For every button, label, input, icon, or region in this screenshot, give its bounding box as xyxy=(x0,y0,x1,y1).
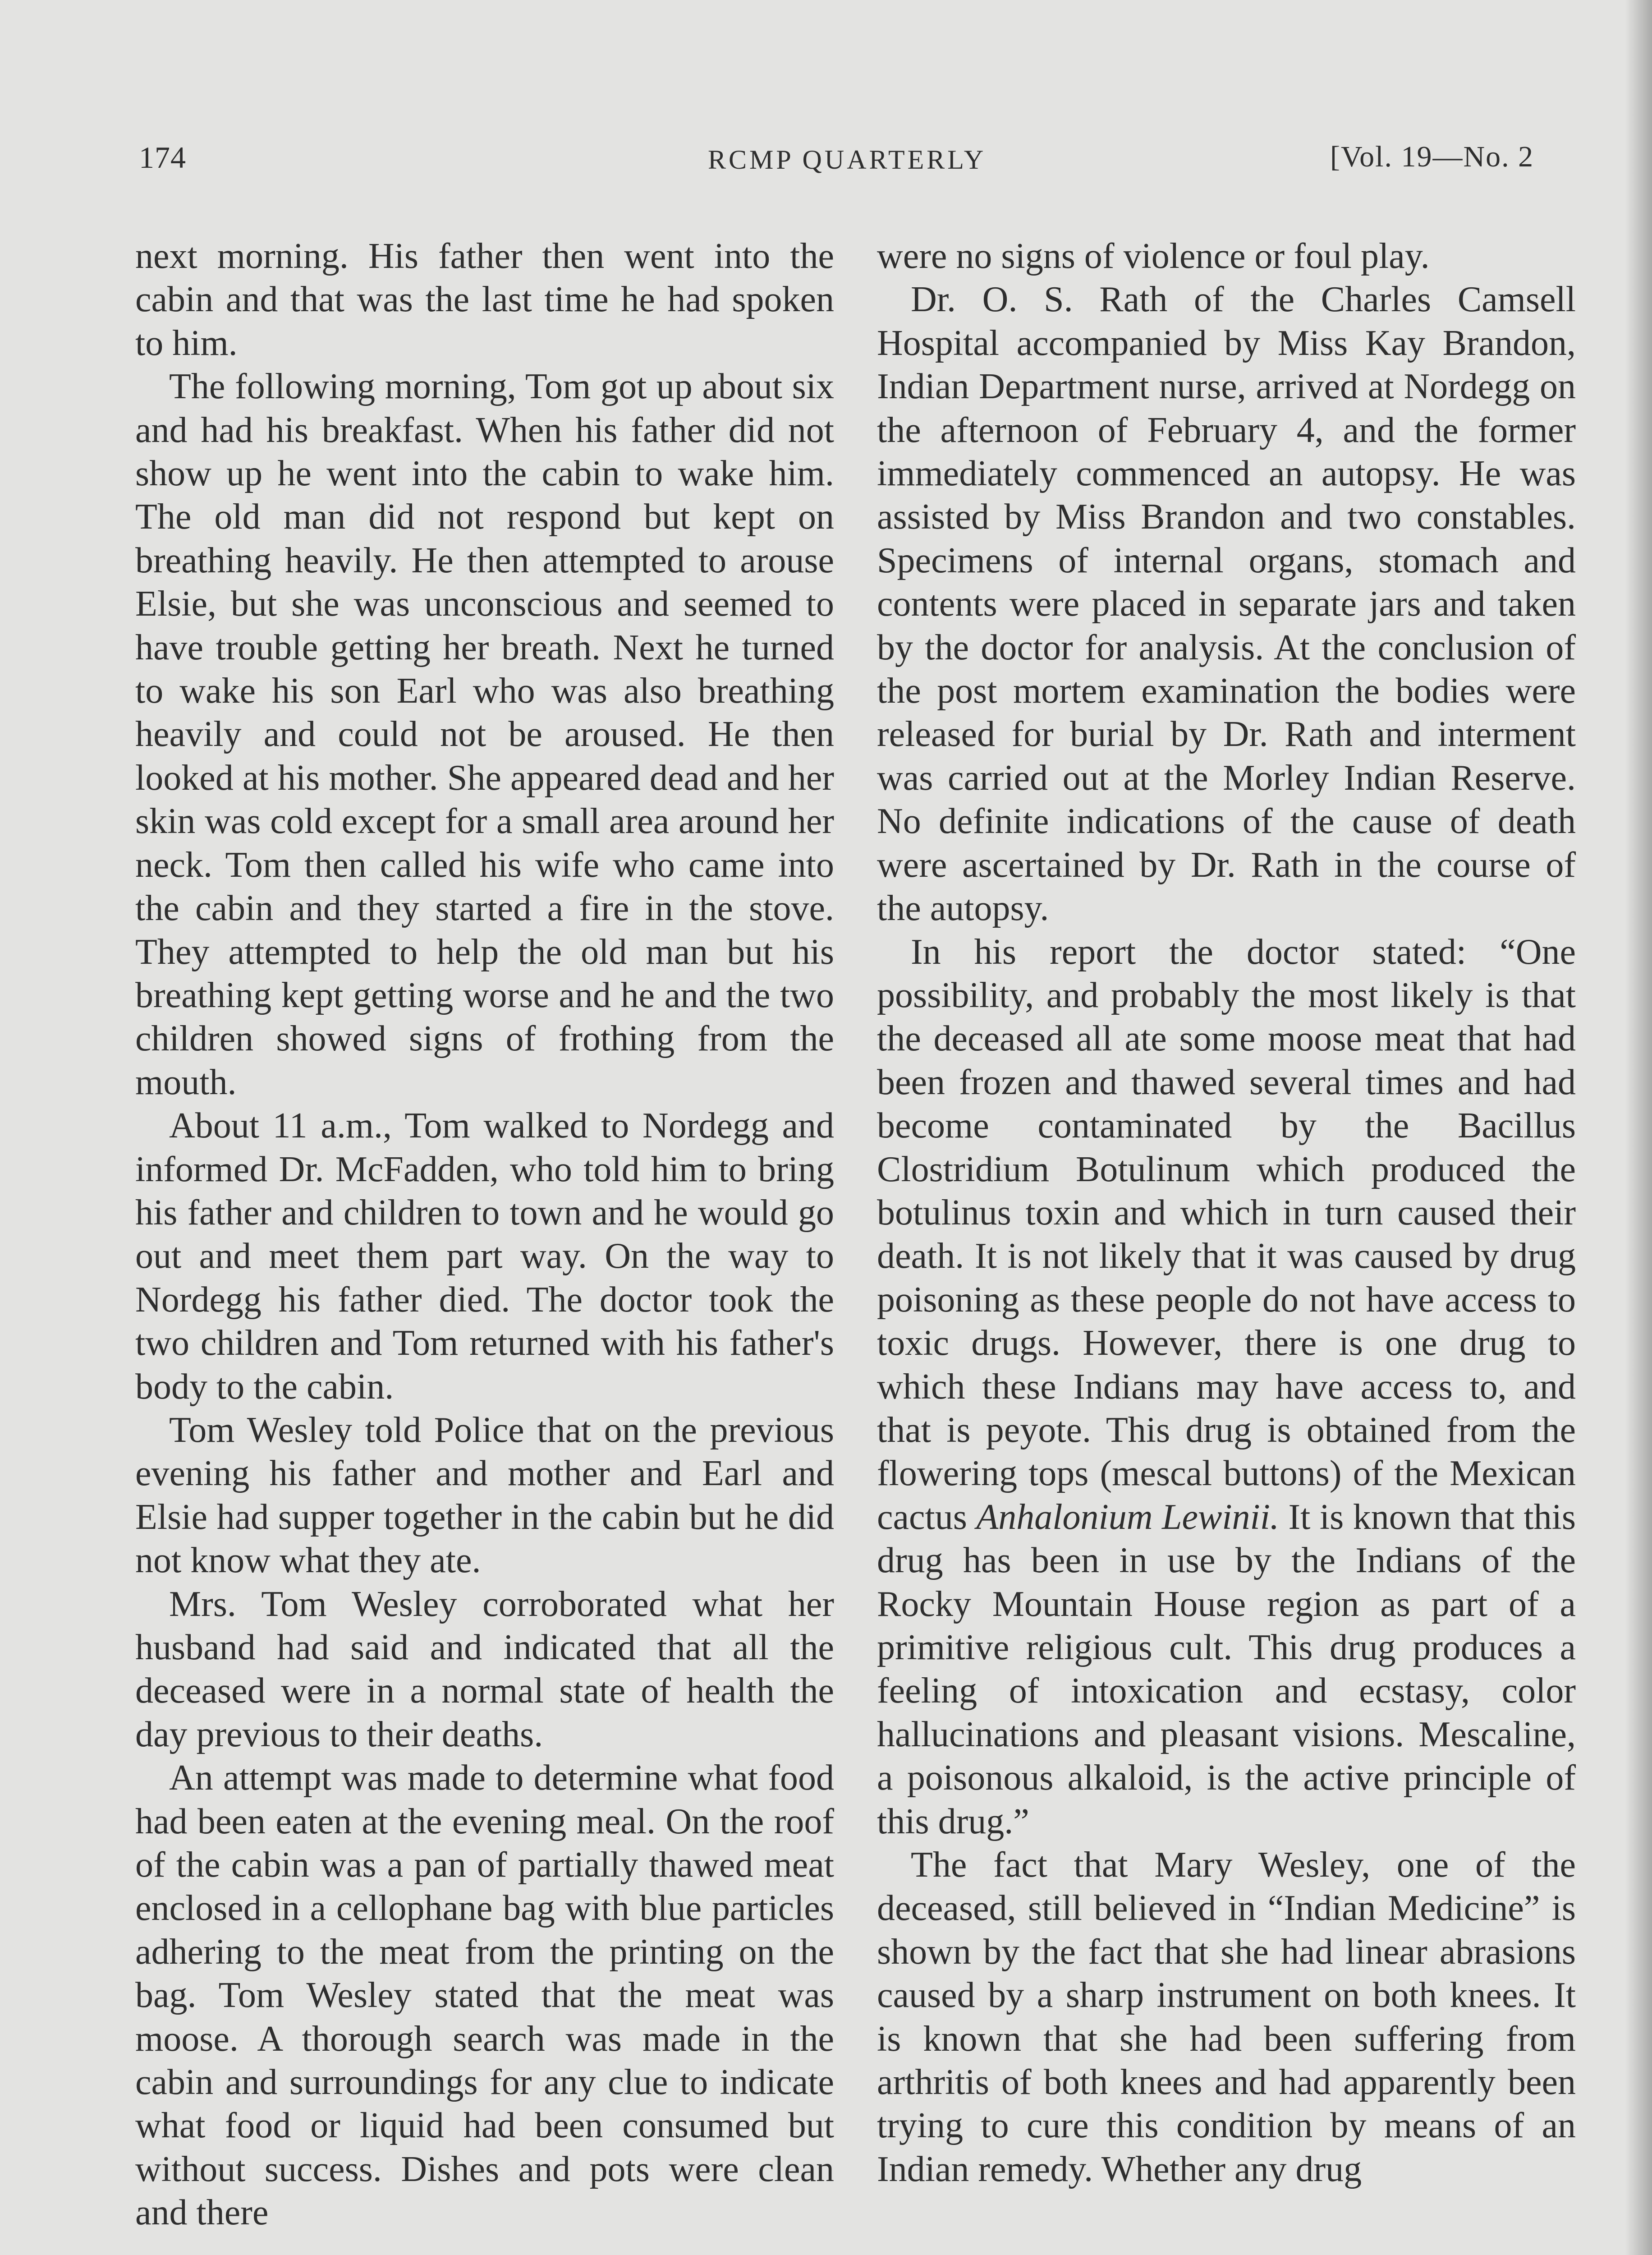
paragraph: Mrs. Tom Wesley corroborated what her husband had said and indicated that all the deceased were in a normal state of health the day previous to their deaths. xyxy=(135,1584,834,1754)
quote-text-before: In his report the doctor stated: “One possibility, and probably the most likely is that the deceased all ate some moose meat that had been frozen and thawed several times and had become contaminated by the Bacillus Clostridium Botulinum which produced the botulinus toxin and which in turn caused their death. It is not likely that it was caused by drug poisoning as these people do not have access to toxic drugs. However, there is one drug to which these Indians may have access to, and that is peyote. This drug is obtained from the flowering tops (mescal buttons) of the Mexican cactus xyxy=(877,932,1576,1537)
paragraph: next morning. His father then went into the cabin and that was the last time he had spoken to him. xyxy=(135,236,834,363)
page-number: 174 xyxy=(139,140,186,175)
volume-info: [Vol. 19—No. 2 xyxy=(1330,140,1534,173)
paragraph: Dr. O. S. Rath of the Charles Camsell Hospital accompanied by Miss Kay Brandon, Indian Department nurse, arrived at Nordegg on the afternoon of February 4, and the former immediately commenced an autopsy. He was assisted by Miss Brandon and two constables. Specimens of internal organs, stomach and contents were placed in separate jars and taken by the doctor for analysis. At the conclusion of the post mortem examination the bodies were released for burial by Dr. Rath and interment was carried out at the Morley Indian Reserve. No definite indications of the cause of death were ascertained by Dr. Rath in the course of the autopsy. xyxy=(877,280,1576,929)
paragraph: About 11 a.m., Tom walked to Nordegg and informed Dr. McFadden, who told him to bring his father and children to town and he would go out and meet them part way. On the way to Nordegg his father died. The doctor took the two children and Tom returned with his father's body to the cabin. xyxy=(135,1106,834,1407)
paragraph: were no signs of violence or foul play. xyxy=(877,236,1430,276)
paragraph: The fact that Mary Wesley, one of the deceased, still believed in “Indian Medicine” is shown by the fact that she had linear abrasions caused by a sharp instrument on both knees. It is known that she had been suffering from arthritis of both knees and had apparently been trying to cure this condition by means of an Indian remedy. Whether any drug xyxy=(877,1845,1576,2189)
species-name: Anhalonium Lewinii. xyxy=(976,1497,1279,1537)
right-column xyxy=(877,235,1576,2191)
paragraph: The following morning, Tom got up about six and had his breakfast. When his father did not show up he went into the cabin to wake him. The old man did not respond but kept on breathing heavily. He then attempted to arouse Elsie, but she was unconscious and seemed to have trouble getting her breath. Next he turned to wake his son Earl who was also breathing heavily and could not be aroused. He then looked at his mother. She appeared dead and her skin was cold except for a small area around her neck. Tom then called his wife who came into the cabin and they started a fire in the stove. They attempted to help the old man but his breathing kept getting worse and he and the two children showed signs of frothing from the mouth. xyxy=(135,367,834,1102)
page-edge-shadow xyxy=(1625,0,1652,2255)
left-column xyxy=(135,235,834,2235)
running-header xyxy=(0,140,1652,180)
quote-text-after: It is known that this drug has been in use by the Indians of the Rocky Mountain House region as part of a primitive religious cult. This drug produces a feeling of intoxication and ecstasy, color hallucinations and pleasant visions. Mescaline, a poisonous alkaloid, is the active principle of this drug.” xyxy=(877,1497,1576,1841)
paragraph: Tom Wesley told Police that on the previous evening his father and mother and Earl and Elsie had supper together in the cabin but he did not know what they ate. xyxy=(135,1410,834,1581)
paragraph: An attempt was made to determine what food had been eaten at the evening meal. On the roof of the cabin was a pan of partially thawed meat enclosed in a cellophane bag with blue particles adhering to the meat from the printing on the bag. Tom Wesley stated that the meat was moose. A thorough search was made in the cabin and surroundings for any clue to indicate what food or liquid had been consumed but without success. Dishes and pots were clean and there xyxy=(135,1758,834,2233)
journal-title: RCMP QUARTERLY xyxy=(708,145,987,175)
paragraph-report-quote xyxy=(877,930,1576,1844)
